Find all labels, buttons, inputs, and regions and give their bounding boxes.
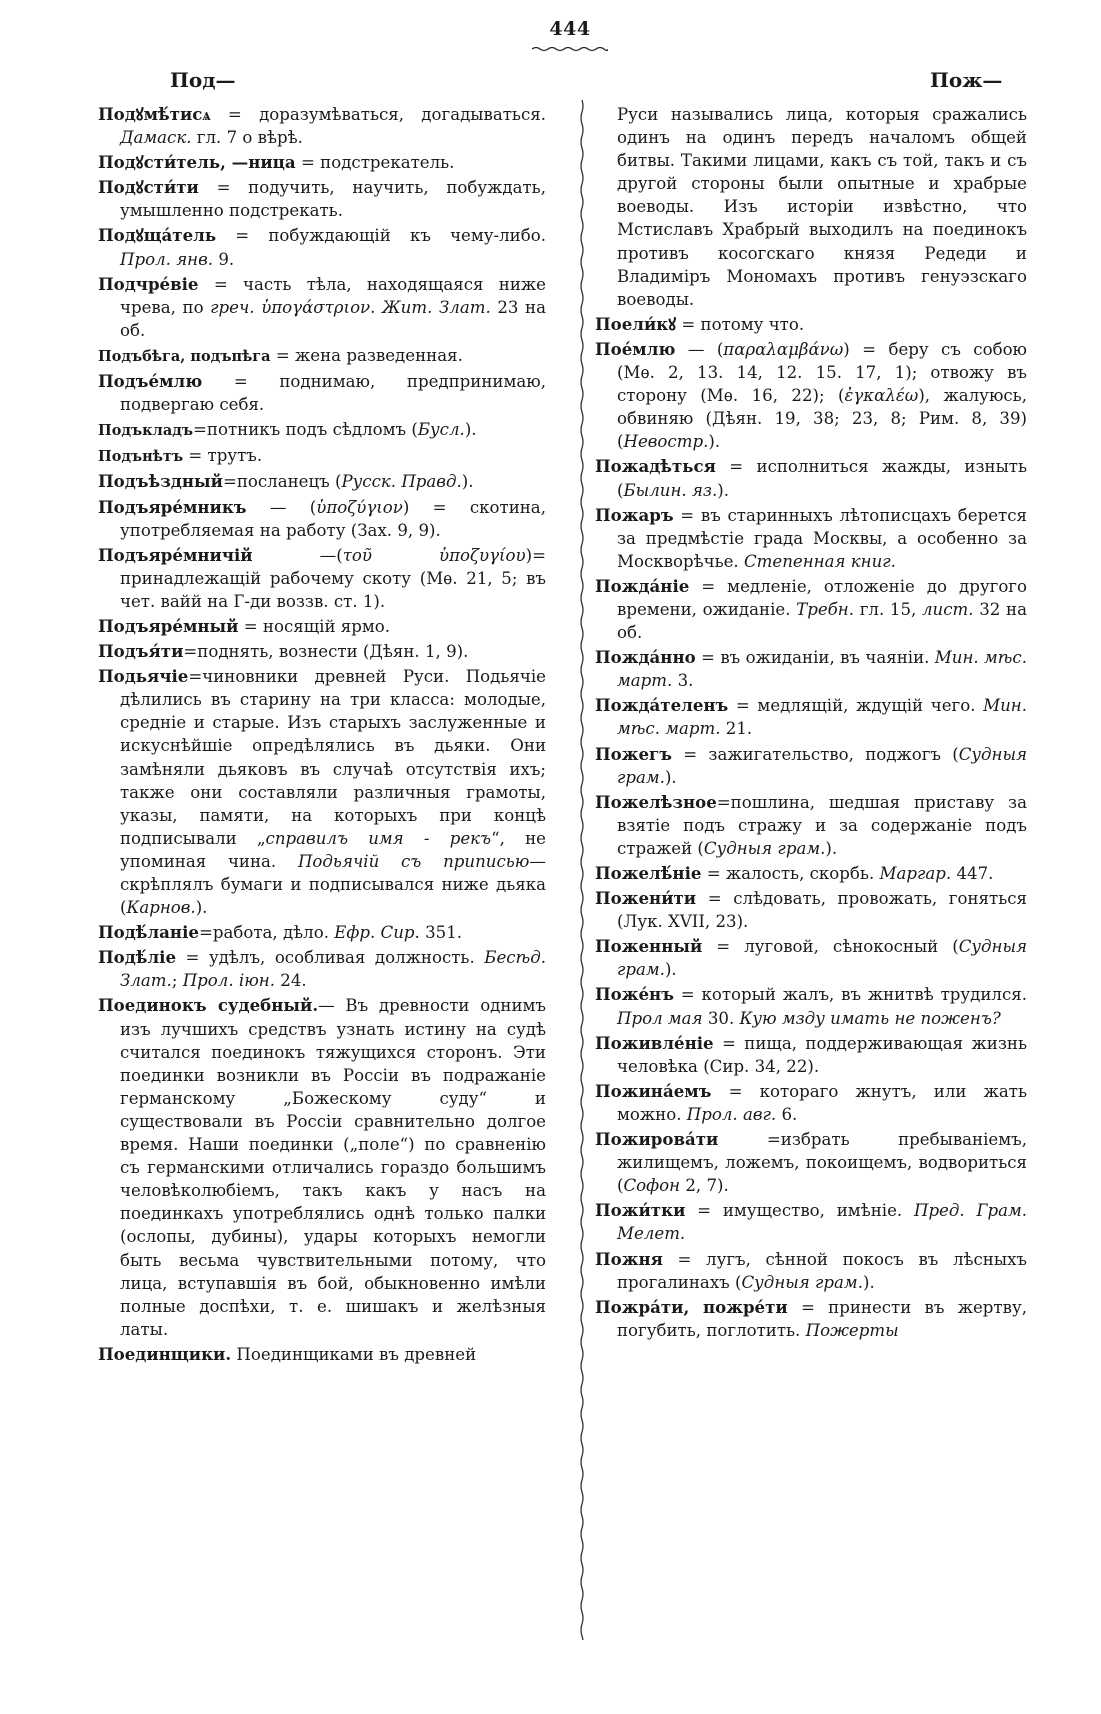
dictionary-entry bbox=[595, 1248, 1027, 1294]
definition-text: = поднимаю, предпринимаю, подвергаю себя. bbox=[120, 372, 546, 415]
dictionary-entry bbox=[98, 544, 546, 613]
dictionary-entry bbox=[98, 496, 546, 542]
dictionary-entry bbox=[98, 444, 546, 468]
source-citation: Степенная книг. bbox=[743, 551, 896, 571]
dictionary-entry bbox=[595, 455, 1027, 501]
definition-text: Руси назывались лица, которыя сражались одинъ на одинъ передъ началомъ общей битвы. Такими лицами, какъ съ той, такъ и съ другой стороны были опытные и храбрые воеводы. Изъ исторіи извѣстно, что Мстиславъ Храбрый выходилъ на поединокъ противъ косогскаго князя Редеди и Владиміръ Мономахъ противъ генуэзскаго воеводы. bbox=[617, 105, 1027, 309]
source-citation: Невостр. bbox=[623, 432, 709, 452]
entry-headword: Подѣ́ланіе bbox=[98, 922, 199, 943]
greek-term: τοῦ ὑποζυγίου bbox=[342, 545, 526, 565]
entry-headword: Подꙋсти́тель, —ница bbox=[98, 152, 296, 173]
definition-text: = жалость, скорбь. bbox=[701, 864, 880, 883]
definition-text: = жена разведенная. bbox=[270, 345, 463, 365]
definition-text: Поединщиками въ древней bbox=[231, 1344, 477, 1364]
entry-headword: Подꙋща́тель bbox=[98, 225, 217, 246]
greek-term: ἐγκαλέω bbox=[844, 386, 919, 406]
greek-term: ὑποζύγιον bbox=[316, 497, 403, 517]
dictionary-entry bbox=[595, 1080, 1027, 1126]
entry-headword: Поединщики. bbox=[98, 1343, 232, 1364]
definition-text: = часть тѣла, находящаяся ниже чрева, по bbox=[120, 274, 546, 317]
definition-text: = въ старинныхъ лѣтописцахъ берется за предмѣстіе града Москвы, а особенно за Москворѣчье. bbox=[617, 505, 1027, 571]
entry-headword: Пожда́нно bbox=[595, 647, 696, 668]
entry-headword: Пожегъ bbox=[595, 743, 672, 764]
page-number: 444 bbox=[549, 18, 591, 40]
definition-text: )= принадлежащій рабочему скоту (Мѳ. 21, 5; въ чет. вайй на Г-ди воззв. ст. 1). bbox=[120, 545, 546, 611]
source-citation: Былин. яз. bbox=[623, 480, 718, 500]
source-citation: Мин. мѣс. март. bbox=[617, 696, 1027, 739]
dictionary-entry bbox=[595, 743, 1027, 789]
definition-text: “, не упоминая чина. bbox=[120, 828, 546, 871]
dictionary-entry bbox=[595, 791, 1027, 860]
definition-text: —( bbox=[252, 545, 343, 565]
definition-text: = пища, поддерживающая жизнь человѣка (Сир. 34, 22). bbox=[617, 1033, 1027, 1076]
definition-text: =потникъ подъ сѣдломъ ( bbox=[193, 420, 418, 440]
definition-text: = потому что. bbox=[676, 314, 805, 334]
source-citation: Требн. bbox=[796, 599, 855, 619]
source-citation: Судныя грам. bbox=[617, 744, 1027, 787]
dictionary-entry bbox=[98, 994, 546, 1340]
definition-text: = удѣлъ, особливая должность. bbox=[176, 948, 485, 968]
definition-text: ). bbox=[195, 898, 208, 918]
dictionary-entry bbox=[595, 1199, 1027, 1245]
dictionary-entry bbox=[98, 640, 546, 663]
definition-text: ). bbox=[717, 480, 729, 500]
source-citation: Подьячій съ приписью bbox=[297, 851, 530, 871]
definition-text: ). bbox=[664, 960, 677, 980]
definition-text: = зажигательство, поджогъ ( bbox=[671, 744, 959, 764]
guide-word-right: Пож— bbox=[930, 68, 1003, 92]
definition-text: = принести въ жертву, погубить, поглотить. bbox=[617, 1297, 1027, 1340]
definition-text: 21. bbox=[720, 719, 753, 739]
source-citation: Судныя грам. bbox=[703, 838, 826, 858]
dictionary-entry bbox=[595, 313, 1027, 336]
definition-text: — ( bbox=[246, 497, 317, 517]
dictionary-entry bbox=[595, 862, 1027, 885]
entry-headword: Пожда́ніе bbox=[595, 575, 690, 596]
entry-headword: Пожирова́ти bbox=[595, 1129, 719, 1150]
definition-text: ), жалуюсь, обвиняю (Дѣян. 19, 38; 23, 8; Рим. 8, 39) ( bbox=[617, 386, 1027, 452]
entry-headword: Подъя́ти bbox=[98, 641, 184, 662]
source-citation: Прол. іюн. bbox=[182, 971, 276, 991]
entry-headword: Пожени́ти bbox=[595, 888, 697, 909]
dictionary-entry bbox=[595, 694, 1027, 740]
source-citation: Судныя грам. bbox=[617, 937, 1027, 980]
entry-headword: Подъяре́мный bbox=[98, 615, 239, 636]
source-citation: Прол. авг. bbox=[686, 1104, 777, 1124]
dictionary-entry bbox=[98, 665, 546, 919]
entry-headword: Поединокъ судебный. bbox=[98, 995, 319, 1016]
definition-text: гл. 15, bbox=[854, 599, 922, 619]
source-citation: Карнов. bbox=[126, 898, 196, 918]
definition-text: 23 на об. bbox=[120, 297, 547, 340]
entry-headword: Пожелѣзное bbox=[595, 791, 717, 812]
definition-text: — ( bbox=[675, 339, 724, 359]
entry-headword: Пожадѣться bbox=[595, 456, 716, 477]
guide-word-left: Под— bbox=[170, 68, 236, 92]
source-citation: Прол. янв. bbox=[120, 249, 214, 269]
definition-text: 6. bbox=[776, 1104, 798, 1124]
entry-headword: Подꙋмѣ́тисѧ bbox=[98, 104, 211, 124]
definition-text: =чиновники древней Руси. Подьячіе дѣлились въ старину на три класса: молодые, средніе и старые. Изъ старыхъ заслуженные и искуснѣйшіе опредѣлялись въ дьяки. Они замѣняли дьяковъ въ случаѣ отсутствія ихъ; также они составляли различныя грамоты, указы, памяти, на которыхъ при концѣ подписывали „ bbox=[120, 667, 546, 848]
dictionary-entry bbox=[98, 103, 546, 149]
definition-text: 24. bbox=[275, 971, 307, 991]
dictionary-entry bbox=[595, 646, 1027, 692]
dictionary-entry bbox=[595, 575, 1027, 644]
definition-text: =поднять, вознести (Дѣян. 1, 9). bbox=[183, 642, 469, 662]
source-citation: Маргар. bbox=[879, 864, 952, 883]
dictionary-entry bbox=[98, 344, 546, 368]
definition-text: = луговой, сѣнокосный ( bbox=[702, 937, 959, 957]
definition-text: ). bbox=[708, 432, 721, 452]
definition-text: = подучить, научить, побуждать, умышленно подстрекать. bbox=[120, 178, 546, 221]
source-citation: Ефр. Сир. bbox=[334, 923, 420, 943]
definition-text: = слѣдовать, провожать, гоняться (Лук. XVII, 23). bbox=[617, 889, 1027, 932]
definition-text: =избрать пребываніемъ, жилищемъ, ложемъ, покоищемъ, водвориться ( bbox=[617, 1130, 1027, 1196]
entry-headword: Пожда́теленъ bbox=[595, 695, 729, 716]
entry-headword: Подчре́віе bbox=[98, 273, 199, 294]
right-column bbox=[595, 103, 1027, 1344]
entry-headword: Пожина́емъ bbox=[595, 1080, 712, 1101]
entry-headword: Подъѣздный bbox=[98, 471, 223, 492]
dictionary-entry bbox=[98, 418, 546, 442]
definition-text: ) = беру съ собою (Мѳ. 2, 13. 14, 12. 15. 17, 1); отвожу въ сторону (Мѳ. 16, 22); ( bbox=[617, 339, 1027, 406]
dictionary-entry bbox=[595, 1032, 1027, 1078]
entry-headword: Подьячіе bbox=[98, 666, 189, 687]
source-citation: Жит. Злат. bbox=[382, 297, 491, 317]
definition-text: = побуждающій къ чему-либо. bbox=[216, 226, 546, 246]
entry-headword: Подѣ́ліе bbox=[98, 947, 177, 968]
entry-headword: Поживле́ніе bbox=[595, 1032, 714, 1053]
definition-text: = трутъ. bbox=[183, 446, 263, 466]
dictionary-entry bbox=[98, 1343, 546, 1366]
dictionary-entry bbox=[98, 946, 546, 992]
source-citation: Кую мзду имать не поженъ? bbox=[739, 1008, 1001, 1028]
entry-headword: Поже́нъ bbox=[595, 984, 674, 1005]
source-citation: Судныя грам. bbox=[741, 1272, 863, 1292]
entry-headword: Пожаръ bbox=[595, 504, 674, 525]
entry-headword: Подънѣтъ bbox=[98, 448, 184, 466]
source-citation: Мин. мѣс. март. bbox=[617, 648, 1028, 691]
dictionary-entry bbox=[595, 504, 1027, 573]
definition-text: ). bbox=[862, 1272, 875, 1292]
dictionary-entry bbox=[595, 935, 1027, 981]
entry-headword: Поели́кꙋ bbox=[595, 313, 677, 334]
definition-text: = исполниться жажды, изныть ( bbox=[617, 457, 1027, 500]
column-divider bbox=[577, 100, 587, 1640]
dictionary-entry bbox=[98, 224, 546, 270]
source-citation: греч. bbox=[210, 297, 255, 317]
definition-text: 351. bbox=[419, 923, 463, 943]
dictionary-entry bbox=[98, 470, 546, 493]
definition-text: = имущество, имѣніе. bbox=[685, 1201, 914, 1221]
source-citation: Пожерты bbox=[805, 1320, 899, 1340]
definition-text: — скрѣплялъ бумаги и подписывался ниже дьяка ( bbox=[120, 851, 547, 918]
dictionary-entry bbox=[98, 151, 546, 174]
dictionary-entry bbox=[595, 103, 1027, 311]
definition-text: ; bbox=[171, 971, 183, 991]
entry-headword: Пожи́тки bbox=[595, 1200, 686, 1221]
definition-text: 30. bbox=[702, 1008, 740, 1028]
definition-text: = носящій ярмо. bbox=[238, 616, 391, 636]
dictionary-entry bbox=[595, 1128, 1027, 1197]
definition-text: = медленіе, отложеніе до другого времени, ожиданіе. bbox=[617, 576, 1027, 619]
entry-headword: Подъяре́мничій bbox=[98, 544, 253, 565]
source-citation: Прол мая bbox=[617, 1008, 703, 1028]
definition-text: =пошлина, шедшая приставу за взятіе подъ стражу и за содержаніе подъ стражей ( bbox=[617, 792, 1027, 858]
definition-text: ). bbox=[461, 472, 474, 492]
entry-headword: Пожелѣ́ніе bbox=[595, 863, 702, 883]
definition-text: ) = скотина, употребляемая на работу (Зах. 9, 9). bbox=[120, 497, 546, 540]
definition-text: . bbox=[370, 297, 383, 317]
definition-text: ). bbox=[825, 838, 838, 858]
entry-headword: Подъе́млю bbox=[98, 371, 203, 392]
definition-text: =работа, дѣло. bbox=[198, 923, 335, 943]
definition-text: 2, 7). bbox=[680, 1176, 729, 1196]
definition-text: = доразумѣваться, догадываться. bbox=[210, 105, 546, 124]
definition-text: = въ ожиданіи, въ чаяніи. bbox=[695, 648, 935, 668]
page-number-wavy-rule bbox=[532, 46, 608, 52]
source-citation: Софон bbox=[623, 1176, 681, 1196]
definition-text: = медлящій, ждущій чего. bbox=[728, 696, 984, 716]
definition-text: 447. bbox=[951, 864, 994, 883]
entry-headword: Подъбѣга, подъпѣга bbox=[98, 347, 271, 365]
dictionary-entry bbox=[98, 176, 546, 222]
definition-text: гл. 7 о вѣрѣ. bbox=[191, 128, 303, 148]
dictionary-entry bbox=[98, 615, 546, 638]
source-citation: Пред. Грам. Мелет. bbox=[617, 1201, 1028, 1244]
definition-text: = который жалъ, въ жнитвѣ трудился. bbox=[673, 985, 1027, 1005]
definition-text: ). bbox=[464, 420, 477, 440]
definition-text: 32 на об. bbox=[617, 599, 1027, 643]
dictionary-entry bbox=[595, 983, 1027, 1029]
dictionary-entry bbox=[595, 1296, 1027, 1342]
definition-text: = подстрекатель. bbox=[295, 153, 455, 173]
entry-headword: Пожра́ти, пожре́ти bbox=[595, 1296, 788, 1317]
entry-headword: Подъкладъ bbox=[98, 422, 194, 440]
entry-headword: Поженный bbox=[595, 936, 703, 957]
source-citation: Бусл. bbox=[417, 420, 465, 440]
definition-text: =посланецъ ( bbox=[222, 472, 342, 492]
definition-text: 9. bbox=[213, 249, 235, 269]
entry-headword: Пожня bbox=[595, 1248, 663, 1269]
dictionary-entry bbox=[98, 921, 546, 944]
dictionary-entry bbox=[98, 370, 546, 416]
source-citation: Дамаск. bbox=[120, 128, 192, 148]
source-citation: справилъ имя - рекъ bbox=[265, 828, 492, 848]
source-citation: Бесѣд. Злат. bbox=[120, 948, 546, 991]
source-citation: лист. bbox=[921, 599, 974, 619]
entry-headword: Пое́млю bbox=[595, 338, 676, 359]
definition-text: 3. bbox=[672, 671, 694, 691]
definition-text: = лугъ, сѣнной покосъ въ лѣсныхъ прогалинахъ ( bbox=[617, 1249, 1027, 1292]
source-citation: Русск. Правд. bbox=[341, 472, 462, 492]
entry-headword: Подъяре́мникъ bbox=[98, 496, 247, 517]
dictionary-entry bbox=[98, 273, 546, 342]
dictionary-entry bbox=[595, 338, 1027, 453]
greek-term: παραλαμβάνω bbox=[723, 339, 844, 359]
definition-text: — Въ древности однимъ изъ лучшихъ средствъ узнать истину на судѣ считался поединокъ тяжущихся сторонъ. Эти поединки возникли въ Россіи въ подражаніе германскому „Божескому суду“ и существовали въ Россіи сравнительно долгое время. Наши поединки („поле“) по сравненію съ германскими отличались гораздо большимъ человѣколюбіемъ, такъ какъ у насъ на поединкахъ употреблялись однѣ только палки (ослопы, дубины), удары которыхъ немогли быть весьма чувствительными потому, что лица, вступавшія въ бой, обыкновенно имѣли полные доспѣхи, т. е. шишакъ и желѣзныя латы. bbox=[120, 996, 546, 1339]
greek-term: ὑπογάστριον bbox=[261, 297, 371, 317]
left-column bbox=[98, 103, 546, 1368]
dictionary-entry bbox=[595, 887, 1027, 933]
entry-headword: Подꙋсти́ти bbox=[98, 177, 199, 198]
definition-text: = котораго жнутъ, или жать можно. bbox=[617, 1081, 1027, 1124]
definition-text: ). bbox=[664, 767, 677, 787]
